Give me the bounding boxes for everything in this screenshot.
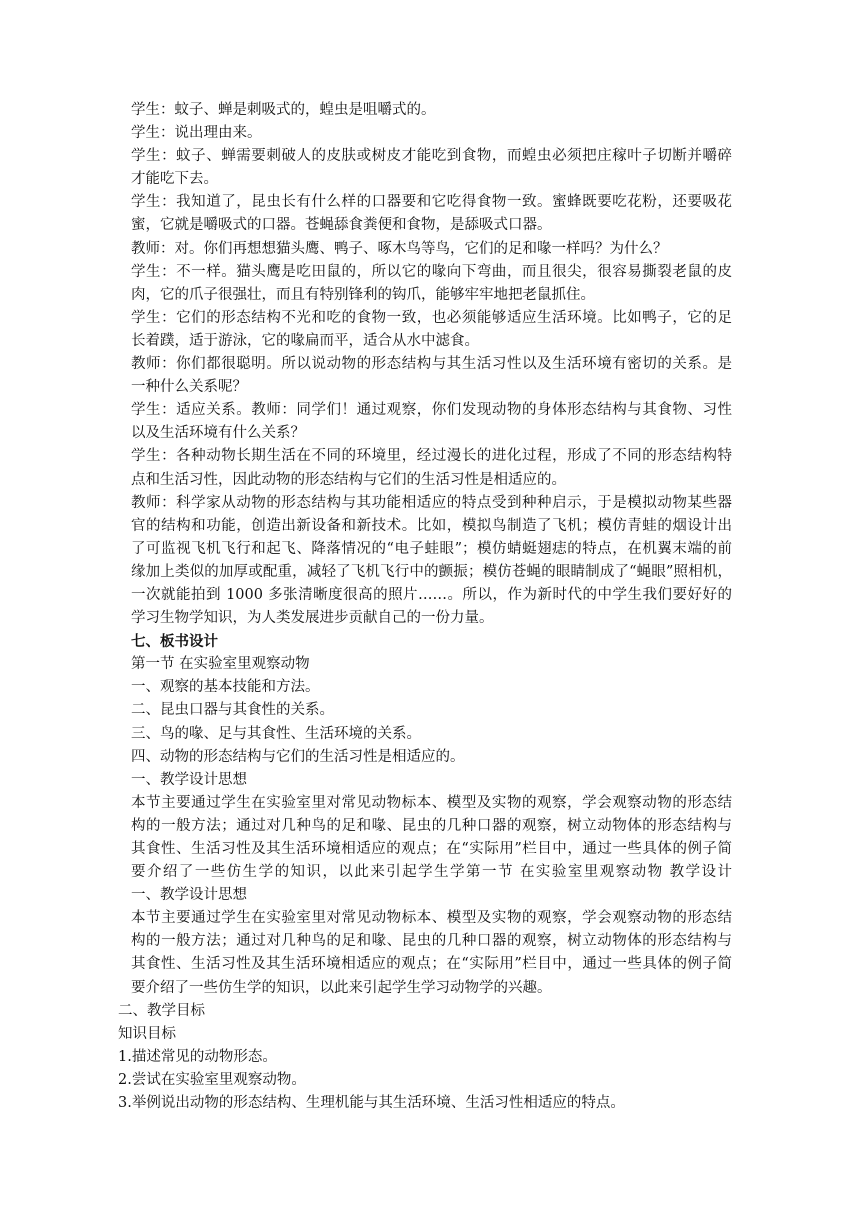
text-line: 三、鸟的喙、足与其食性、生活环境的关系。 xyxy=(131,725,421,742)
text-line: 才能吃下去。 xyxy=(131,171,218,188)
text-line: 肉，它的爪子很强壮，而且有特别锋利的钩爪，能够牢牢地把老鼠抓住。 xyxy=(131,286,595,303)
text-line: 缘加上类似的加厚或配重，减轻了飞机飞行中的颤振；模仿苍蝇的眼睛制成了“蝇眼”照相机， xyxy=(131,563,732,580)
text-line: 学生：适应关系。教师：同学们！通过观察，你们发现动物的身体形态结构与其食物、习性 xyxy=(131,402,732,419)
text-line: 教师：科学家从动物的形态结构与其功能相适应的特点受到种种启示，于是模拟动物某些器 xyxy=(131,494,732,511)
text-line: 要介绍了一些仿生学的知识，以此来引起学生学习动物学的兴趣。 xyxy=(131,979,552,996)
section-heading: 七、板书设计 xyxy=(131,633,218,651)
text-line: 学生：蚊子、蝉是刺吸式的，蝗虫是咀嚼式的。 xyxy=(131,102,436,118)
text-line: 学生：不一样。猫头鹰是吃田鼠的，所以它的喙向下弯曲，而且很尖，很容易撕裂老鼠的皮 xyxy=(131,263,732,280)
text-line: 四、动物的形态结构与它们的生活习性是相适应的。 xyxy=(131,748,465,765)
text-line: 知识目标 xyxy=(118,1025,176,1042)
text-line: 第一节 在实验室里观察动物 xyxy=(131,656,310,673)
text-line: 蜜，它就是嚼吸式的口器。苍蝇舔食粪便和食物，是舔吸式口器。 xyxy=(131,217,552,234)
text-line: 本节主要通过学生在实验室里对常见动物标本、模型及实物的观察，学会观察动物的形态结 xyxy=(131,794,732,811)
text-line: 教师：你们都很聪明。所以说动物的形态结构与其生活习性以及生活环境有密切的关系。是 xyxy=(131,356,732,373)
text-line: 学生：蚊子、蝉需要刺破人的皮肤或树皮才能吃到食物，而蝗虫必须把庄稼叶子切断并嚼碎 xyxy=(131,148,732,165)
text-line: 其食性、生活习性及其生活环境相适应的观点；在“实际用”栏目中，通过一些具体的例子简 xyxy=(131,841,732,857)
text-line: 学生：说出理由来。 xyxy=(131,125,262,142)
text-line: 构的一般方法；通过对几种鸟的足和喙、昆虫的几种口器的观察，树立动物体的形态结构与 xyxy=(131,933,732,950)
text-line: 一、教学设计思想 xyxy=(131,771,247,788)
text-line: 2.尝试在实验室里观察动物。 xyxy=(118,1071,306,1088)
text-line: 二、昆虫口器与其食性的关系。 xyxy=(131,702,334,719)
text-line: 一次就能拍到 1000 多张清晰度很高的照片……。所以，作为新时代的中学生我们要好好的 xyxy=(131,586,732,603)
text-line: 教师：对。你们再想想猫头鹰、鸭子、啄木鸟等鸟，它们的足和喙一样吗？为什么？ xyxy=(131,240,668,257)
text-line: 要介绍了一些仿生学的知识，以此来引起学生学第一节 在实验室里观察动物 教学设计 xyxy=(131,864,732,881)
text-line: 了可监视飞机飞行和起飞、降落情况的“电子蛙眼”；模仿蜻蜓翅痣的特点，在机翼末端的前 xyxy=(131,540,732,557)
text-line: 点和生活习性，因此动物的形态结构与它们的生活习性是相适应的。 xyxy=(131,471,566,488)
text-line: 1.描述常见的动物形态。 xyxy=(118,1048,277,1065)
text-line: 学生：它们的形态结构不光和吃的食物一致，也必须能够适应生活环境。比如鸭子，它的足 xyxy=(131,309,732,326)
text-line: 二、教学目标 xyxy=(118,1002,205,1019)
text-line: 一、教学设计思想 xyxy=(131,887,247,904)
text-line: 官的结构和功能，创造出新设备和新技术。比如，模拟鸟制造了飞机；模仿青蛙的烟设计出 xyxy=(131,517,732,534)
text-line: 其食性、生活习性及其生活环境相适应的观点；在“实际用”栏目中，通过一些具体的例子简 xyxy=(131,956,732,973)
text-line: 本节主要通过学生在实验室里对常见动物标本、模型及实物的观察，学会观察动物的形态结 xyxy=(131,910,732,927)
text-line: 构的一般方法；通过对几种鸟的足和喙、昆虫的几种口器的观察，树立动物体的形态结构与 xyxy=(131,817,732,834)
text-line: 学习生物学知识，为人类发展进步贡献自己的一份力量。 xyxy=(131,610,494,627)
text-line: 长着蹼，适于游泳，它的喙扁而平，适合从水中滤食。 xyxy=(131,332,479,349)
text-line: 学生：我知道了，昆虫长有什么样的口器要和它吃得食物一致。蜜蜂既要吃花粉，还要吸花 xyxy=(131,194,732,211)
text-line: 3.举例说出动物的形态结构、生理机能与其生活环境、生活习性相适应的特点。 xyxy=(118,1095,625,1112)
text-line: 以及生活环境有什么关系？ xyxy=(131,425,305,442)
text-line: 一种什么关系呢？ xyxy=(131,379,247,396)
text-line: 一、观察的基本技能和方法。 xyxy=(131,679,320,696)
text-line: 学生：各种动物长期生活在不同的环境里，经过漫长的进化过程，形成了不同的形态结构特 xyxy=(131,448,732,465)
